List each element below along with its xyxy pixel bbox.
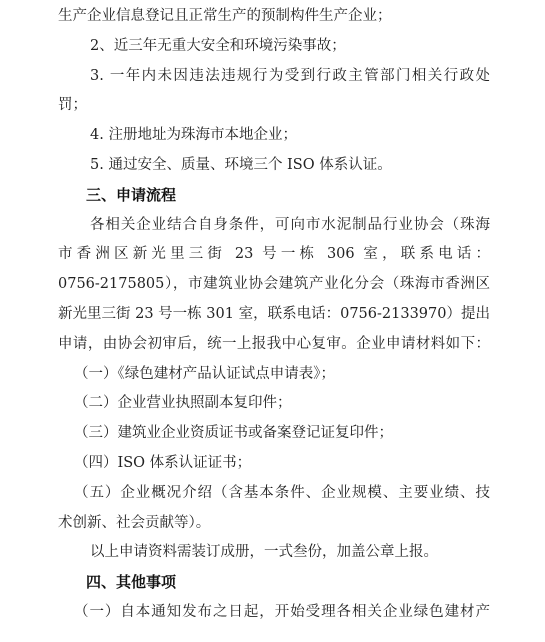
text-line: 新光里三街 23 号一栋 301 室，联系电话：0756-2133970）提出	[58, 306, 490, 322]
text-line: 申请，由协会初审后，统一上报我中心复审。企业申请材料如下：	[58, 335, 490, 352]
list-item: （四）ISO 体系认证证书；	[74, 455, 252, 471]
list-item: （五）企业概况介绍（含基本条件、企业规模、主要业绩、技	[74, 484, 490, 501]
text-line: 各相关企业结合自身条件，可向市水泥制品行业协会（珠海	[90, 216, 490, 233]
text-line: 罚；	[58, 97, 87, 114]
text-line: 术创新、社会贡献等）。	[58, 514, 211, 531]
section-heading: 三、申请流程	[86, 185, 177, 204]
text-line: 2、近三年无重大安全和环境污染事故；	[90, 37, 346, 54]
text-line: 0756-2175805），市建筑业协会建筑产业化分会（珠海市香洲区	[58, 276, 490, 293]
text-line: 生产企业信息登记且正常生产的预制构件生产企业；	[58, 8, 392, 24]
list-item: （三）建筑业企业资质证书或备案登记证复印件；	[74, 425, 393, 442]
text-line: 5. 通过安全、质量、环境三个 ISO 体系认证。	[90, 157, 392, 173]
section-heading: 四、其他事项	[86, 573, 177, 592]
list-item: （二）企业营业执照副本复印件；	[74, 395, 292, 412]
text-line: 以上申请资料需装订成册，一式叁份，加盖公章上报。	[90, 544, 438, 561]
text-line: 市香洲区新光里三街 23 号一栋 306 室，联系电话：	[58, 246, 490, 263]
list-item: （一）《绿色建材产品认证试点申请表》；	[74, 365, 335, 382]
list-item: （一）自本通知发布之日起，开始受理各相关企业绿色建材产	[74, 604, 490, 620]
text-line: 4. 注册地址为珠海市本地企业；	[90, 127, 297, 144]
text-line: 3. 一年内未因违法违规行为受到行政主管部门相关行政处	[90, 67, 490, 84]
